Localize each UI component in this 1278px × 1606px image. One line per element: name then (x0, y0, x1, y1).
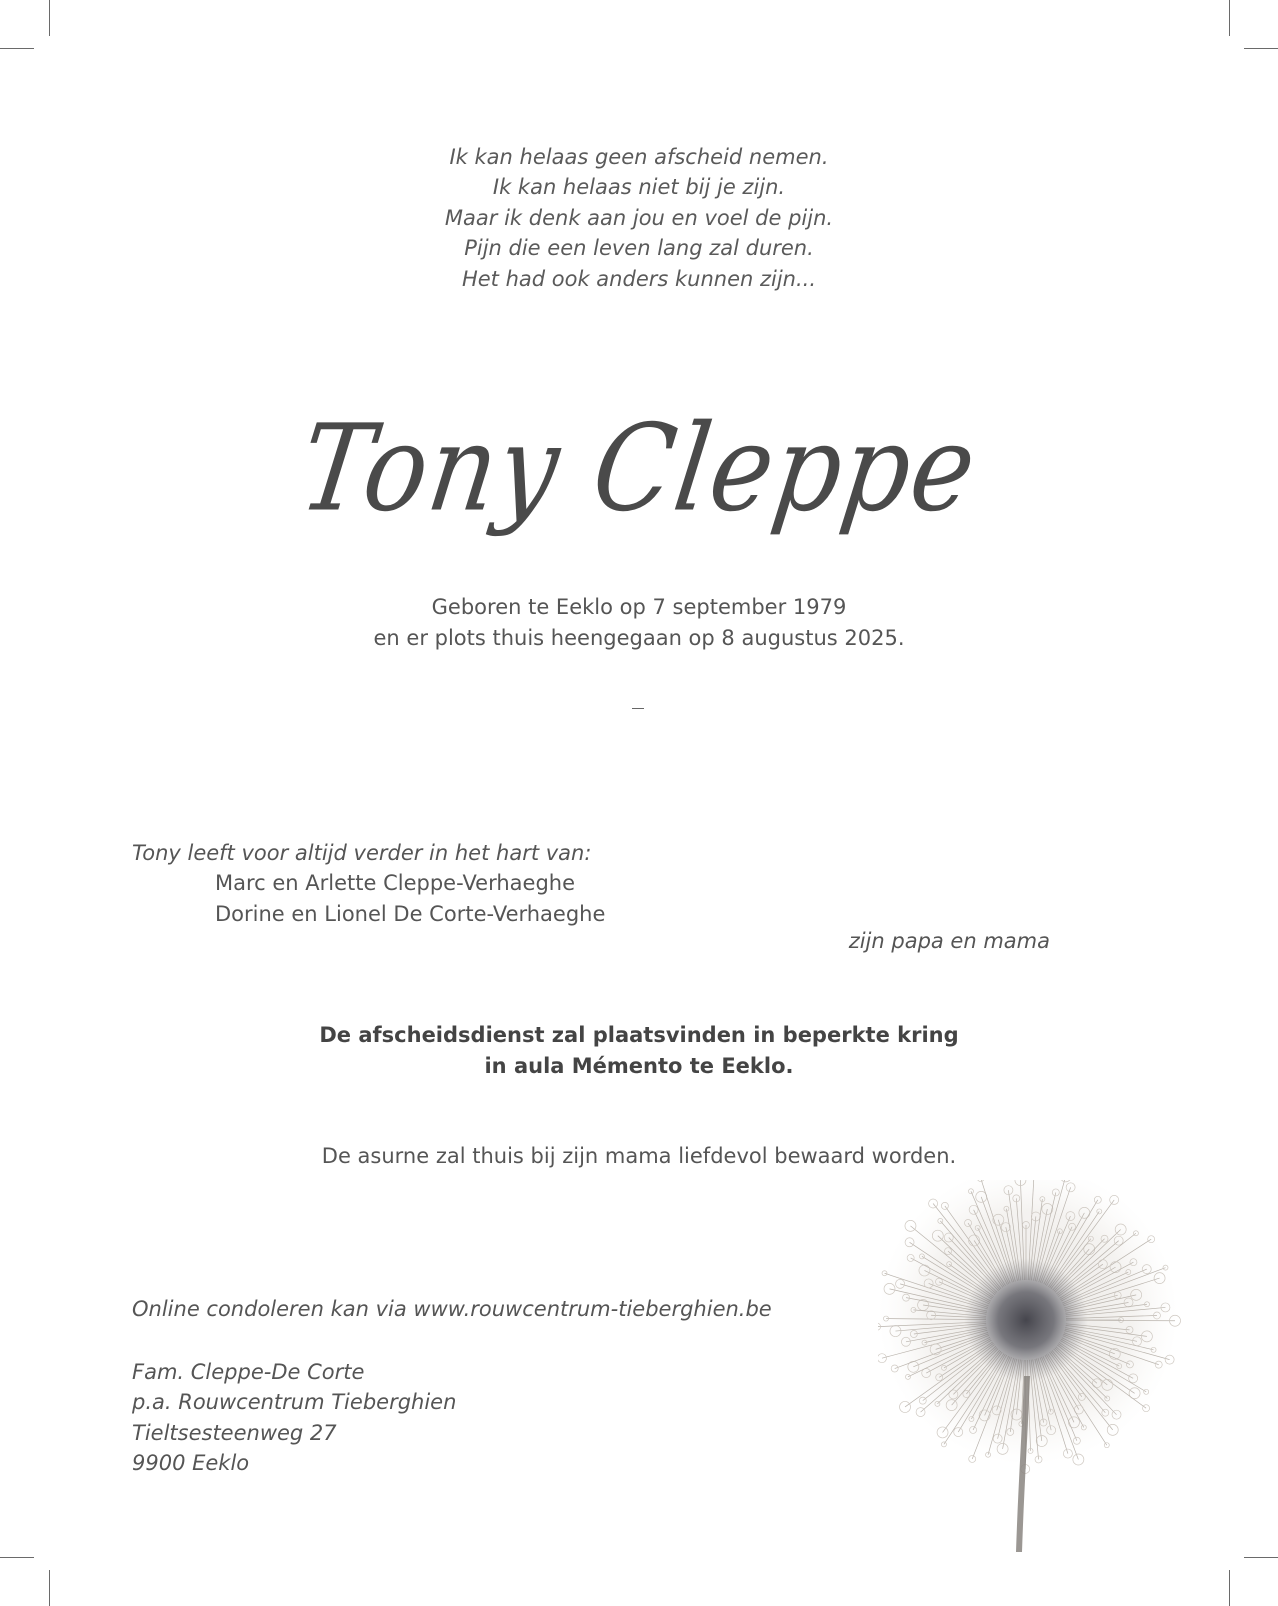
dandelion-seed-tuft (1104, 1443, 1109, 1448)
crop-mark-top-right-vertical (1229, 0, 1230, 36)
urn-note: De asurne zal thuis bij zijn mama liefdevol bewaard worden. (321, 1144, 957, 1168)
crop-mark-bottom-right-vertical (1229, 1570, 1230, 1606)
dandelion-icon (878, 1180, 1238, 1560)
crop-mark-top-left-vertical (49, 0, 50, 36)
service-line-1: De afscheidsdienst zal plaatsvinden in beperkte kring (319, 1023, 959, 1047)
address-line: Tieltsesteenweg 27 (132, 1420, 337, 1445)
family-relation: zijn papa en mama (848, 929, 1050, 953)
online-condolence: Online condoleren kan via www.rouwcentrum-tieberghien.be (132, 1297, 772, 1321)
birth-line: Geboren te Eeklo op 7 september 1979 (431, 595, 847, 619)
crop-mark-bottom-left-vertical (49, 1570, 50, 1606)
family-member: Dorine en Lionel De Corte-Verhaeghe (215, 901, 606, 926)
family-intro: Tony leeft voor altijd verder in het hart van: (132, 841, 592, 865)
contact-address (132, 1357, 456, 1479)
poem-line: Maar ik denk aan jou en voel de pijn. (444, 205, 834, 230)
poem-line: Pijn die een leven lang zal duren. (464, 236, 814, 261)
poem-line: Ik kan helaas niet bij je zijn. (492, 175, 786, 200)
poem-line: Het had ook anders kunnen zijn... (461, 266, 817, 291)
address-line: p.a. Rouwcentrum Tieberghien (132, 1390, 457, 1415)
dandelion-seed-tuft (941, 1442, 946, 1447)
crop-mark-bottom-left-horizontal (0, 1557, 34, 1558)
address-line: 9900 Eeklo (132, 1451, 250, 1476)
poem-line: Ik kan helaas geen afscheid nemen. (449, 145, 829, 169)
deceased-name-signature (0, 378, 1278, 558)
divider-dash (632, 708, 644, 709)
deceased-name: Tony Cleppe (292, 397, 986, 539)
life-dates (0, 592, 1278, 654)
service-info (0, 1020, 1278, 1082)
address-line: Fam. Cleppe-De Corte (132, 1360, 365, 1384)
crop-mark-bottom-right-horizontal (1244, 1557, 1278, 1558)
family-member: Marc en Arlette Cleppe-Verhaeghe (215, 871, 576, 896)
poem (0, 142, 1278, 294)
crop-mark-top-right-horizontal (1244, 48, 1278, 49)
crop-mark-top-left-horizontal (0, 48, 34, 49)
death-line: en er plots thuis heengegaan op 8 augustus 2025. (373, 626, 905, 650)
family-section (132, 838, 605, 929)
service-line-2: in aula Mémento te Eeklo. (484, 1054, 794, 1078)
